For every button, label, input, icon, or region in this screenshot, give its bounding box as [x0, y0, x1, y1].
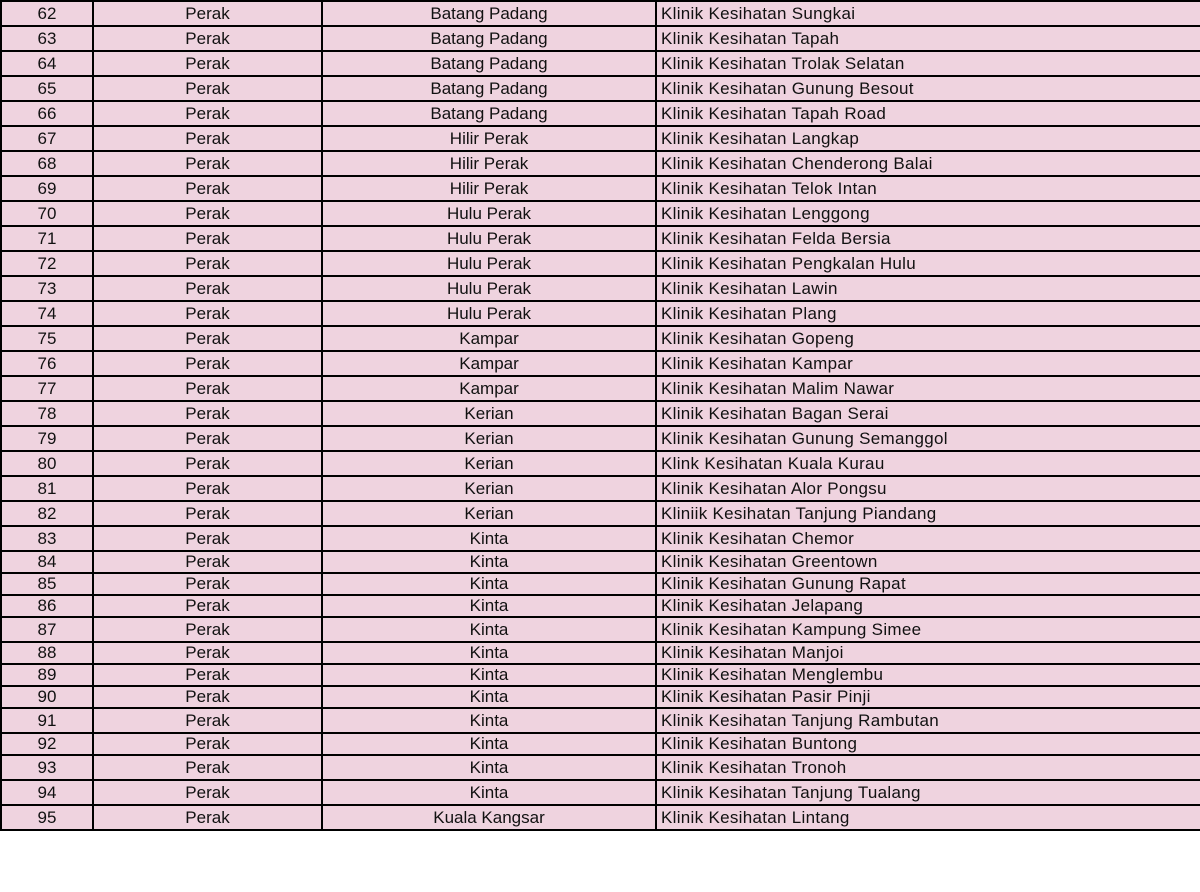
table-row: [1, 51, 1200, 76]
clinic-name-cell: Klinik Kesihatan Kampar: [656, 351, 1200, 376]
district-cell: Hilir Perak: [322, 126, 656, 151]
table-row: [1, 151, 1200, 176]
district-cell: Kinta: [322, 686, 656, 708]
state-cell: Perak: [93, 101, 322, 126]
clinic-name-cell: Klinik Kesihatan Lenggong: [656, 201, 1200, 226]
clinic-name-cell: Klinik Kesihatan Pasir Pinji: [656, 686, 1200, 708]
clinic-name-cell: Klinik Kesihatan Greentown: [656, 551, 1200, 573]
row-number-cell: 86: [1, 595, 93, 617]
row-number-cell: 66: [1, 101, 93, 126]
district-cell: Kinta: [322, 780, 656, 805]
table-row: [1, 617, 1200, 642]
clinic-name-cell: Klinik Kesihatan Gunung Besout: [656, 76, 1200, 101]
district-cell: Kerian: [322, 426, 656, 451]
row-number-cell: 91: [1, 708, 93, 733]
row-number-cell: 62: [1, 1, 93, 26]
state-cell: Perak: [93, 686, 322, 708]
table-row: [1, 476, 1200, 501]
district-cell: Hilir Perak: [322, 176, 656, 201]
state-cell: Perak: [93, 276, 322, 301]
table-row: [1, 526, 1200, 551]
state-cell: Perak: [93, 426, 322, 451]
clinic-name-cell: Klinik Kesihatan Telok Intan: [656, 176, 1200, 201]
clinic-name-cell: Klinik Kesihatan Tapah: [656, 26, 1200, 51]
row-number-cell: 78: [1, 401, 93, 426]
state-cell: Perak: [93, 708, 322, 733]
state-cell: Perak: [93, 76, 322, 101]
clinic-name-cell: Klinik Kesihatan Jelapang: [656, 595, 1200, 617]
state-cell: Perak: [93, 226, 322, 251]
district-cell: Batang Padang: [322, 51, 656, 76]
district-cell: Kampar: [322, 351, 656, 376]
clinic-name-cell: Klinik Kesihatan Tronoh: [656, 755, 1200, 780]
district-cell: Hulu Perak: [322, 251, 656, 276]
district-cell: Hulu Perak: [322, 301, 656, 326]
row-number-cell: 71: [1, 226, 93, 251]
clinic-name-cell: Klinik Kesihatan Gopeng: [656, 326, 1200, 351]
district-cell: Kinta: [322, 755, 656, 780]
clinic-name-cell: Klinik Kesihatan Gunung Rapat: [656, 573, 1200, 595]
table-row: [1, 708, 1200, 733]
district-cell: Kinta: [322, 573, 656, 595]
state-cell: Perak: [93, 755, 322, 780]
table-row: [1, 501, 1200, 526]
clinic-name-cell: Klinik Kesihatan Lintang: [656, 805, 1200, 830]
table-row: [1, 451, 1200, 476]
table-row: [1, 276, 1200, 301]
clinic-name-cell: Klinik Kesihatan Alor Pongsu: [656, 476, 1200, 501]
clinic-name-cell: Klinik Kesihatan Kampung Simee: [656, 617, 1200, 642]
table-row: [1, 426, 1200, 451]
clinic-name-cell: Klinik Kesihatan Malim Nawar: [656, 376, 1200, 401]
clinic-name-cell: Klinik Kesihatan Bagan Serai: [656, 401, 1200, 426]
clinic-name-cell: Klinik Kesihatan Manjoi: [656, 642, 1200, 664]
state-cell: Perak: [93, 326, 322, 351]
row-number-cell: 65: [1, 76, 93, 101]
district-cell: Kuala Kangsar: [322, 805, 656, 830]
state-cell: Perak: [93, 451, 322, 476]
district-cell: Kerian: [322, 451, 656, 476]
clinic-name-cell: Klinik Kesihatan Langkap: [656, 126, 1200, 151]
row-number-cell: 73: [1, 276, 93, 301]
state-cell: Perak: [93, 664, 322, 686]
state-cell: Perak: [93, 176, 322, 201]
row-number-cell: 93: [1, 755, 93, 780]
state-cell: Perak: [93, 642, 322, 664]
table-row: [1, 251, 1200, 276]
row-number-cell: 64: [1, 51, 93, 76]
row-number-cell: 92: [1, 733, 93, 755]
district-cell: Batang Padang: [322, 1, 656, 26]
district-cell: Batang Padang: [322, 101, 656, 126]
row-number-cell: 94: [1, 780, 93, 805]
district-cell: Kinta: [322, 708, 656, 733]
district-cell: Kinta: [322, 664, 656, 686]
table-row: [1, 301, 1200, 326]
clinic-name-cell: Klinik Kesihatan Trolak Selatan: [656, 51, 1200, 76]
district-cell: Kinta: [322, 551, 656, 573]
clinic-name-cell: Klink Kesihatan Kuala Kurau: [656, 451, 1200, 476]
clinic-name-cell: Klinik Kesihatan Felda Bersia: [656, 226, 1200, 251]
state-cell: Perak: [93, 573, 322, 595]
state-cell: Perak: [93, 501, 322, 526]
district-cell: Kerian: [322, 501, 656, 526]
clinic-name-cell: Klinik Kesihatan Tanjung Rambutan: [656, 708, 1200, 733]
row-number-cell: 84: [1, 551, 93, 573]
clinic-name-cell: Kliniik Kesihatan Tanjung Piandang: [656, 501, 1200, 526]
table-row: [1, 780, 1200, 805]
state-cell: Perak: [93, 51, 322, 76]
table-row: [1, 755, 1200, 780]
clinic-name-cell: Klinik Kesihatan Tapah Road: [656, 101, 1200, 126]
clinic-name-cell: Klinik Kesihatan Sungkai: [656, 1, 1200, 26]
clinic-name-cell: Klinik Kesihatan Menglembu: [656, 664, 1200, 686]
table-row: [1, 101, 1200, 126]
district-cell: Batang Padang: [322, 76, 656, 101]
table-row: [1, 126, 1200, 151]
district-cell: Kinta: [322, 642, 656, 664]
row-number-cell: 88: [1, 642, 93, 664]
clinic-name-cell: Klinik Kesihatan Gunung Semanggol: [656, 426, 1200, 451]
table-row: [1, 664, 1200, 686]
table-body: [1, 1, 1200, 830]
table-row: [1, 1, 1200, 26]
row-number-cell: 72: [1, 251, 93, 276]
state-cell: Perak: [93, 201, 322, 226]
clinic-name-cell: Klinik Kesihatan Plang: [656, 301, 1200, 326]
row-number-cell: 80: [1, 451, 93, 476]
state-cell: Perak: [93, 1, 322, 26]
district-cell: Kerian: [322, 401, 656, 426]
table-row: [1, 176, 1200, 201]
district-cell: Kinta: [322, 595, 656, 617]
state-cell: Perak: [93, 301, 322, 326]
row-number-cell: 90: [1, 686, 93, 708]
district-cell: Batang Padang: [322, 26, 656, 51]
table-row: [1, 226, 1200, 251]
district-cell: Hulu Perak: [322, 201, 656, 226]
state-cell: Perak: [93, 595, 322, 617]
row-number-cell: 67: [1, 126, 93, 151]
table-row: [1, 573, 1200, 595]
table-row: [1, 326, 1200, 351]
state-cell: Perak: [93, 351, 322, 376]
clinic-name-cell: Klinik Kesihatan Buntong: [656, 733, 1200, 755]
row-number-cell: 89: [1, 664, 93, 686]
row-number-cell: 68: [1, 151, 93, 176]
state-cell: Perak: [93, 780, 322, 805]
district-cell: Kinta: [322, 733, 656, 755]
table-row: [1, 686, 1200, 708]
state-cell: Perak: [93, 805, 322, 830]
row-number-cell: 81: [1, 476, 93, 501]
table-row: [1, 642, 1200, 664]
state-cell: Perak: [93, 376, 322, 401]
row-number-cell: 79: [1, 426, 93, 451]
table-row: [1, 733, 1200, 755]
state-cell: Perak: [93, 526, 322, 551]
state-cell: Perak: [93, 126, 322, 151]
row-number-cell: 74: [1, 301, 93, 326]
clinic-name-cell: Klinik Kesihatan Chemor: [656, 526, 1200, 551]
table-row: [1, 376, 1200, 401]
table-row: [1, 76, 1200, 101]
row-number-cell: 85: [1, 573, 93, 595]
row-number-cell: 83: [1, 526, 93, 551]
district-cell: Hulu Perak: [322, 226, 656, 251]
district-cell: Hulu Perak: [322, 276, 656, 301]
district-cell: Kampar: [322, 326, 656, 351]
state-cell: Perak: [93, 733, 322, 755]
state-cell: Perak: [93, 251, 322, 276]
table-row: [1, 351, 1200, 376]
state-cell: Perak: [93, 151, 322, 176]
table-row: [1, 551, 1200, 573]
state-cell: Perak: [93, 617, 322, 642]
table-row: [1, 805, 1200, 830]
district-cell: Kinta: [322, 526, 656, 551]
row-number-cell: 87: [1, 617, 93, 642]
state-cell: Perak: [93, 551, 322, 573]
clinic-name-cell: Klinik Kesihatan Pengkalan Hulu: [656, 251, 1200, 276]
table-row: [1, 26, 1200, 51]
row-number-cell: 70: [1, 201, 93, 226]
row-number-cell: 82: [1, 501, 93, 526]
state-cell: Perak: [93, 26, 322, 51]
district-cell: Kampar: [322, 376, 656, 401]
district-cell: Hilir Perak: [322, 151, 656, 176]
clinic-name-cell: Klinik Kesihatan Tanjung Tualang: [656, 780, 1200, 805]
row-number-cell: 77: [1, 376, 93, 401]
row-number-cell: 69: [1, 176, 93, 201]
clinic-name-cell: Klinik Kesihatan Lawin: [656, 276, 1200, 301]
row-number-cell: 75: [1, 326, 93, 351]
clinic-name-cell: Klinik Kesihatan Chenderong Balai: [656, 151, 1200, 176]
row-number-cell: 95: [1, 805, 93, 830]
state-cell: Perak: [93, 476, 322, 501]
row-number-cell: 76: [1, 351, 93, 376]
table-row: [1, 201, 1200, 226]
district-cell: Kerian: [322, 476, 656, 501]
state-cell: Perak: [93, 401, 322, 426]
district-cell: Kinta: [322, 617, 656, 642]
table-row: [1, 595, 1200, 617]
table-row: [1, 401, 1200, 426]
row-number-cell: 63: [1, 26, 93, 51]
